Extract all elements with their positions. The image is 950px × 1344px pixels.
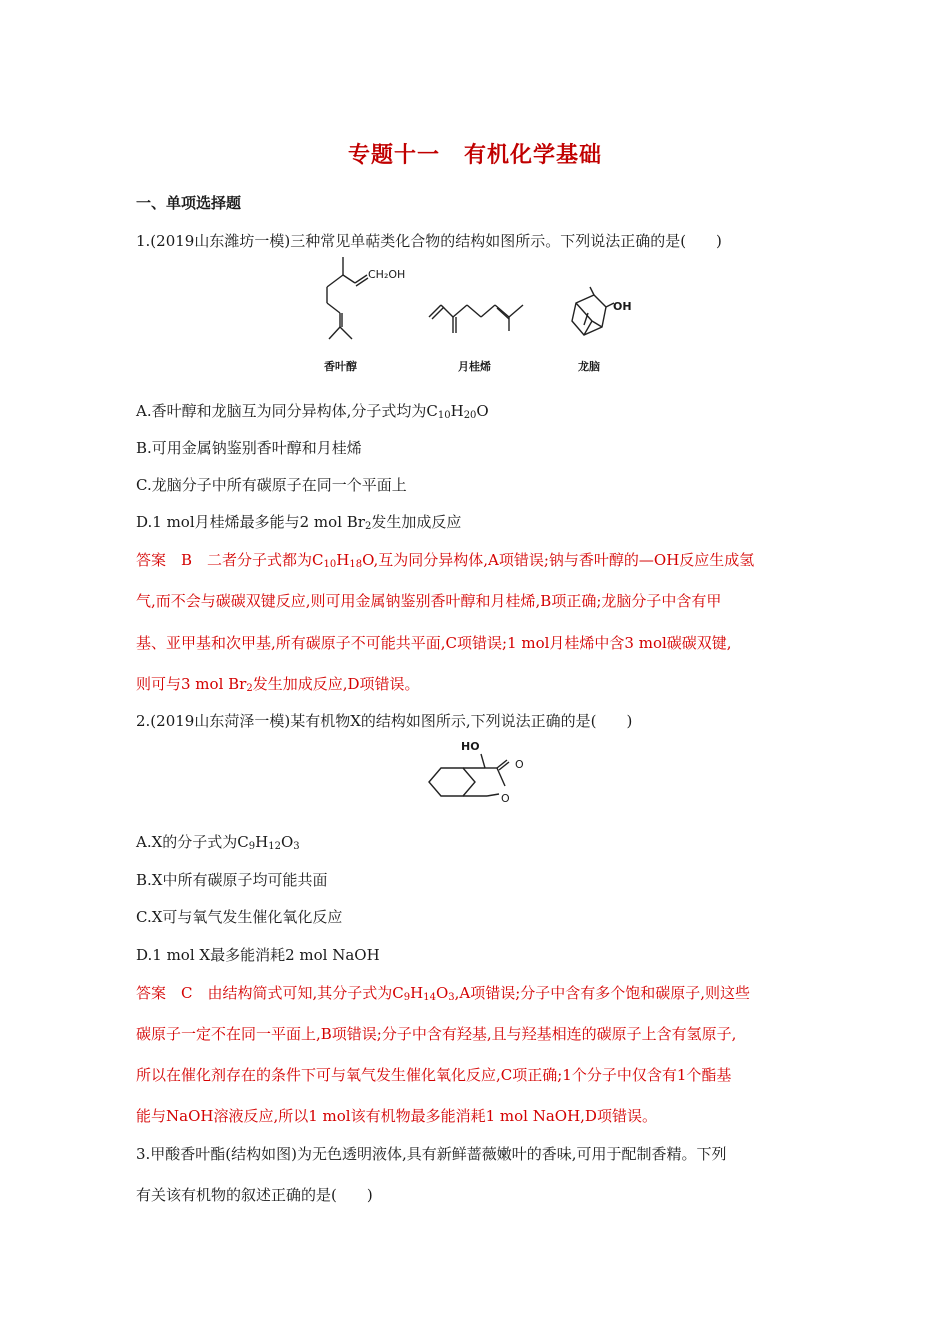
q3-stem-line2: 有关该有机物的叙述正确的是( ) <box>136 1186 373 1204</box>
q2-answer-line3: 所以在催化剂存在的条件下可与氧气发生催化氧化反应,C项正确;1个分子中仅含有1个酯基 <box>136 1066 732 1084</box>
q3-stem-line1: 3.甲酸香叶酯(结构如图)为无色透明液体,具有新鲜蔷薇嫩叶的香味,可用于配制香精。下列 <box>136 1145 727 1163</box>
q2-option-c: C.X可与氧气发生催化氧化反应 <box>136 908 343 926</box>
x-carbonyl-o-label: O <box>515 758 524 771</box>
title-part2: 有机化学基础 <box>464 143 603 168</box>
geraniol-label: 香叶醇 <box>324 360 357 373</box>
q2-answer-line1: 答案 C 由结构简式可知,其分子式为$C_9H_{14}O_3,A$项错误;分子中含有多个饱和碳原子,则这些 <box>136 984 751 1003</box>
q2-answer-line4: 能与NaOH溶液反应,所以1 mol该有机物最多能消耗1 mol NaOH,D项错误。 <box>136 1107 657 1125</box>
page-title <box>0 138 950 169</box>
x-ho-label: HO <box>461 740 480 753</box>
q1-answer-line1: 答案 B 二者分子式都为$C_{10}H_{18}O$,互为同分异构体,A项错误;钠与香叶醇的—OH反应生成氢 <box>136 551 755 570</box>
q2-option-a: A.X的分子式为$C_9H_{12}O_3$ <box>136 833 300 852</box>
q1-answer-line3: 基、亚甲基和次甲基,所有碳原子不可能共平面,C项错误;1 mol月桂烯中含3 mol碳碳双键, <box>136 634 732 652</box>
q2-option-d: D.1 mol X最多能消耗2 mol NaOH <box>136 946 380 964</box>
section-heading: 一、单项选择题 <box>136 194 242 212</box>
q1-option-d: D.1 mol月桂烯最多能与2 mol $Br_2$发生加成反应 <box>136 513 462 532</box>
borneol-structure <box>562 285 622 345</box>
myrcene-structure <box>425 295 535 340</box>
compound-x-structure <box>425 738 535 808</box>
borneol-label: 龙脑 <box>578 360 600 373</box>
q2-stem: 2.(2019山东菏泽一模)某有机物X的结构如图所示,下列说法正确的是( ) <box>136 712 633 730</box>
q1-option-c: C.龙脑分子中所有碳原子在同一个平面上 <box>136 476 407 494</box>
ch2oh-label: CH₂OH <box>368 268 406 281</box>
q2-answer-line2: 碳原子一定不在同一平面上,B项错误;分子中含有羟基,且与羟基相连的碳原子上含有氢原子, <box>136 1025 737 1043</box>
q2-option-b: B.X中所有碳原子均可能共面 <box>136 871 328 889</box>
q1-answer-line2: 气,而不会与碳碳双键反应,则可用金属钠鉴别香叶醇和月桂烯,B项正确;龙脑分子中含有甲 <box>136 592 722 610</box>
title-part1: 专题十一 <box>347 143 440 168</box>
q1-option-a: A.香叶醇和龙脑互为同分异构体,分子式均为$C_{10}H_{20}O$ <box>136 402 489 421</box>
q1-stem: 1.(2019山东潍坊一模)三种常见单萜类化合物的结构如图所示。下列说法正确的是( ) <box>136 232 722 250</box>
borneol-oh-label: OH <box>613 300 632 313</box>
x-ring-o-label: O <box>501 792 510 805</box>
q1-option-b: B.可用金属钠鉴别香叶醇和月桂烯 <box>136 439 362 457</box>
q1-answer-line4: 则可与3 mol $Br_2$发生加成反应,D项错误。 <box>136 675 420 694</box>
myrcene-label: 月桂烯 <box>458 360 491 373</box>
